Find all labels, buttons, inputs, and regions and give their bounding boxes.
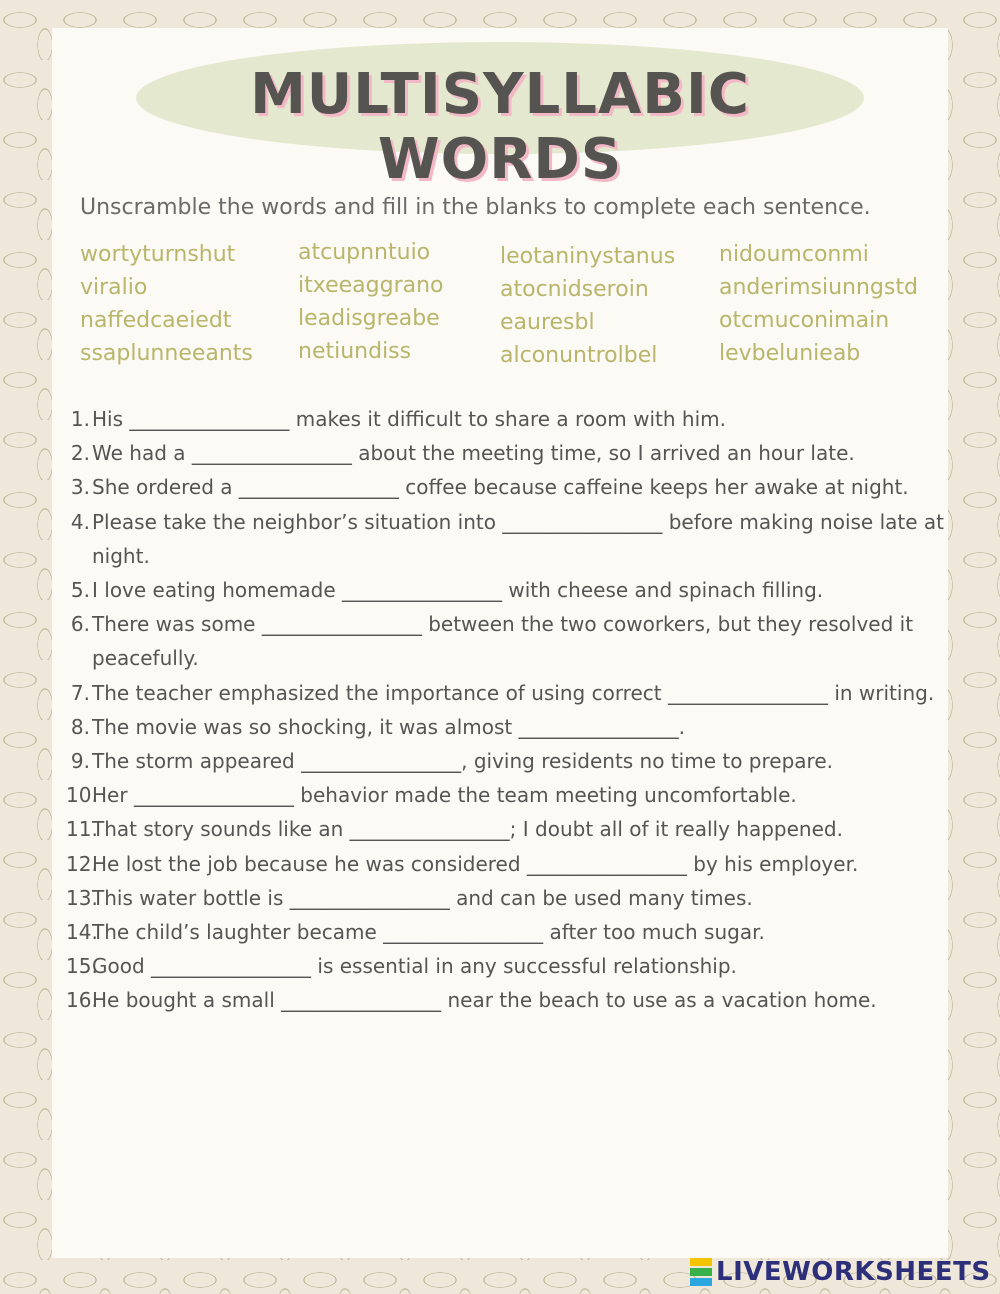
- word-bank-column-3: [500, 240, 675, 372]
- question-text: There was some ________________ between the two coworkers, but they resolved it peacefully.: [92, 612, 914, 671]
- word-bank-item: alconuntrolbel: [500, 343, 658, 368]
- question-text: This water bottle is ________________ and can be used many times.: [92, 885, 753, 910]
- word-bank-item: leadisgreabe: [298, 306, 440, 331]
- question-text: Please take the neighbor’s situation into ________________ before making noise late at night.: [92, 509, 945, 568]
- question-item: [66, 915, 950, 949]
- question-number: 6.: [70, 612, 90, 637]
- word-bank-item: nidoumconmi: [719, 242, 869, 267]
- question-text: The storm appeared ________________, giving residents no time to prepare.: [92, 749, 833, 774]
- question-text: I love eating homemade ________________ with cheese and spinach filling.: [92, 578, 824, 603]
- question-number: 7.: [70, 680, 90, 705]
- question-text: His ________________ makes it difficult to share a room with him.: [92, 407, 726, 431]
- word-bank-column-1: [80, 238, 253, 370]
- question-item: [66, 436, 950, 470]
- question-text: He bought a small ________________ near the beach to use as a vacation home.: [92, 988, 877, 1013]
- question-text: The movie was so shocking, it was almost ________________.: [92, 714, 685, 739]
- question-text: She ordered a ________________ coffee because caffeine keeps her awake at night.: [92, 475, 909, 500]
- logo-text: LIVEWORKSHEETS: [716, 1257, 991, 1287]
- word-bank-item: leotaninystanus: [500, 244, 676, 269]
- word-bank-item: anderimsiunngstd: [719, 275, 918, 300]
- word-bank-column-2: [298, 236, 444, 368]
- question-number: 11.: [66, 817, 98, 842]
- question-text: The child’s laughter became ________________ after too much sugar.: [92, 920, 765, 945]
- question-text: That story sounds like an ________________; I doubt all of it really happened.: [92, 817, 843, 842]
- question-item: [66, 676, 950, 710]
- question-number: 12.: [66, 851, 98, 876]
- question-number: 5.: [70, 578, 90, 603]
- question-item: [66, 983, 950, 1017]
- question-item: [66, 710, 950, 744]
- question-item: [66, 607, 950, 675]
- word-bank-item: levbelunieab: [719, 341, 861, 366]
- question-text: Her ________________ behavior made the team meeting uncomfortable.: [92, 783, 797, 808]
- word-bank-column-4: [719, 238, 918, 370]
- word-bank-item: otcmuconimain: [719, 308, 890, 333]
- word-bank-item: eauresbl: [500, 310, 595, 335]
- question-item: [66, 470, 950, 504]
- word-bank-item: naffedcaeiedt: [80, 308, 232, 333]
- question-number: 8.: [70, 714, 90, 739]
- question-number: 15.: [66, 954, 98, 979]
- question-item: [66, 847, 950, 881]
- word-bank-item: itxeeaggrano: [298, 273, 444, 298]
- word-bank-item: wortyturnshut: [80, 242, 236, 267]
- word-bank-item: viralio: [80, 275, 148, 300]
- question-item: [66, 744, 950, 778]
- question-item: [66, 881, 950, 915]
- question-list: [66, 402, 950, 1018]
- word-bank-item: netiundiss: [298, 339, 412, 364]
- word-bank-item: atocnidseroin: [500, 277, 649, 302]
- question-item: [66, 505, 950, 573]
- question-text: We had a ________________ about the meeting time, so I arrived an hour late.: [92, 441, 855, 466]
- question-text: The teacher emphasized the importance of using correct ________________ in writing.: [92, 680, 935, 705]
- question-text: Good ________________ is essential in any successful relationship.: [92, 954, 737, 979]
- question-item: [66, 573, 950, 607]
- question-number: 4.: [70, 509, 90, 534]
- question-item: [66, 949, 950, 983]
- question-number: 9.: [70, 749, 90, 774]
- question-number: 3.: [70, 475, 90, 500]
- question-item: [66, 812, 950, 846]
- logo-icon: [690, 1257, 712, 1287]
- liveworksheets-logo[interactable]: [690, 1254, 991, 1290]
- word-bank-item: atcupnntuio: [298, 240, 431, 265]
- question-number: 14.: [66, 920, 98, 945]
- question-number: 10.: [66, 783, 98, 808]
- question-item: [66, 402, 950, 436]
- question-number: 2.: [70, 441, 90, 466]
- question-text: He lost the job because he was considered ________________ by his employer.: [92, 851, 859, 876]
- word-bank-item: ssaplunneeants: [80, 341, 253, 366]
- page-title: MULTISYLLABIC WORDS: [250, 62, 750, 192]
- instructions: Unscramble the words and fill in the blanks to complete each sentence.: [80, 195, 871, 220]
- question-item: [66, 778, 950, 812]
- question-number: 13.: [66, 885, 98, 910]
- question-number: 1.: [70, 407, 90, 431]
- question-number: 16.: [66, 988, 98, 1013]
